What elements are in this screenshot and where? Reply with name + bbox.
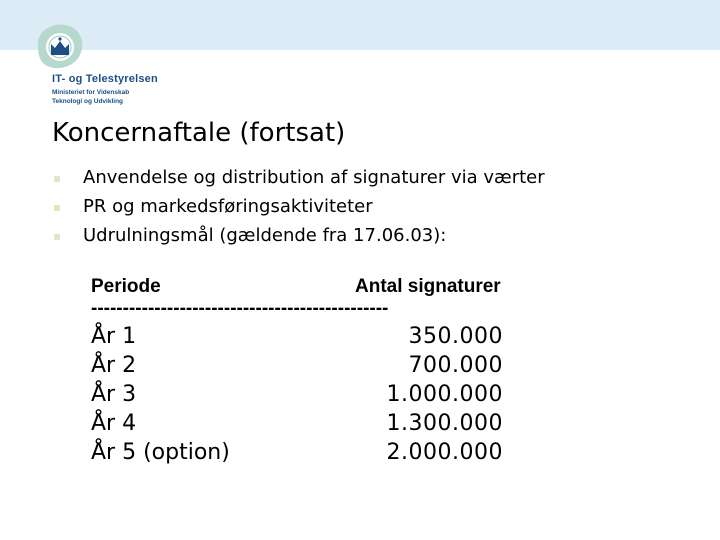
bullet-item: Udrulningsmål (gældende fra 17.06.03): bbox=[54, 225, 545, 254]
slide-title: Koncernaftale (fortsat) bbox=[52, 118, 346, 148]
org-sub-1: Ministeriet for Videnskab bbox=[52, 89, 130, 96]
row-count: 1.300.000 bbox=[386, 411, 503, 436]
table-row bbox=[91, 322, 511, 351]
column-header-count: Antal signaturer bbox=[355, 276, 501, 297]
bullet-item: Anvendelse og distribution af signaturer via værter bbox=[54, 167, 545, 196]
org-name: IT- og Telestyrelsen bbox=[52, 73, 158, 85]
bullet-list bbox=[54, 167, 545, 254]
row-period: År 1 bbox=[91, 324, 137, 349]
crown-logo-icon bbox=[30, 20, 88, 72]
table-separator: ----------------------------------------------- bbox=[91, 298, 389, 319]
bullet-square-icon bbox=[54, 205, 60, 211]
row-period: År 2 bbox=[91, 353, 137, 378]
table-row bbox=[91, 351, 511, 380]
bullet-item: PR og markedsføringsaktiviteter bbox=[54, 196, 545, 225]
bullet-square-icon bbox=[54, 176, 60, 182]
row-count: 350.000 bbox=[408, 324, 503, 349]
row-count: 700.000 bbox=[408, 353, 503, 378]
header-band bbox=[0, 0, 720, 50]
row-period: År 4 bbox=[91, 411, 137, 436]
row-period: År 5 (option) bbox=[91, 440, 230, 465]
bullet-square-icon bbox=[54, 234, 60, 240]
row-period: År 3 bbox=[91, 382, 137, 407]
table-body bbox=[91, 322, 511, 467]
table-row bbox=[91, 409, 511, 438]
table-row bbox=[91, 380, 511, 409]
column-header-period: Periode bbox=[91, 276, 161, 297]
org-block bbox=[52, 73, 158, 106]
org-sub-2: Teknologi og Udvikling bbox=[52, 98, 124, 105]
row-count: 2.000.000 bbox=[386, 440, 503, 465]
row-count: 1.000.000 bbox=[386, 382, 503, 407]
table-row bbox=[91, 438, 511, 467]
